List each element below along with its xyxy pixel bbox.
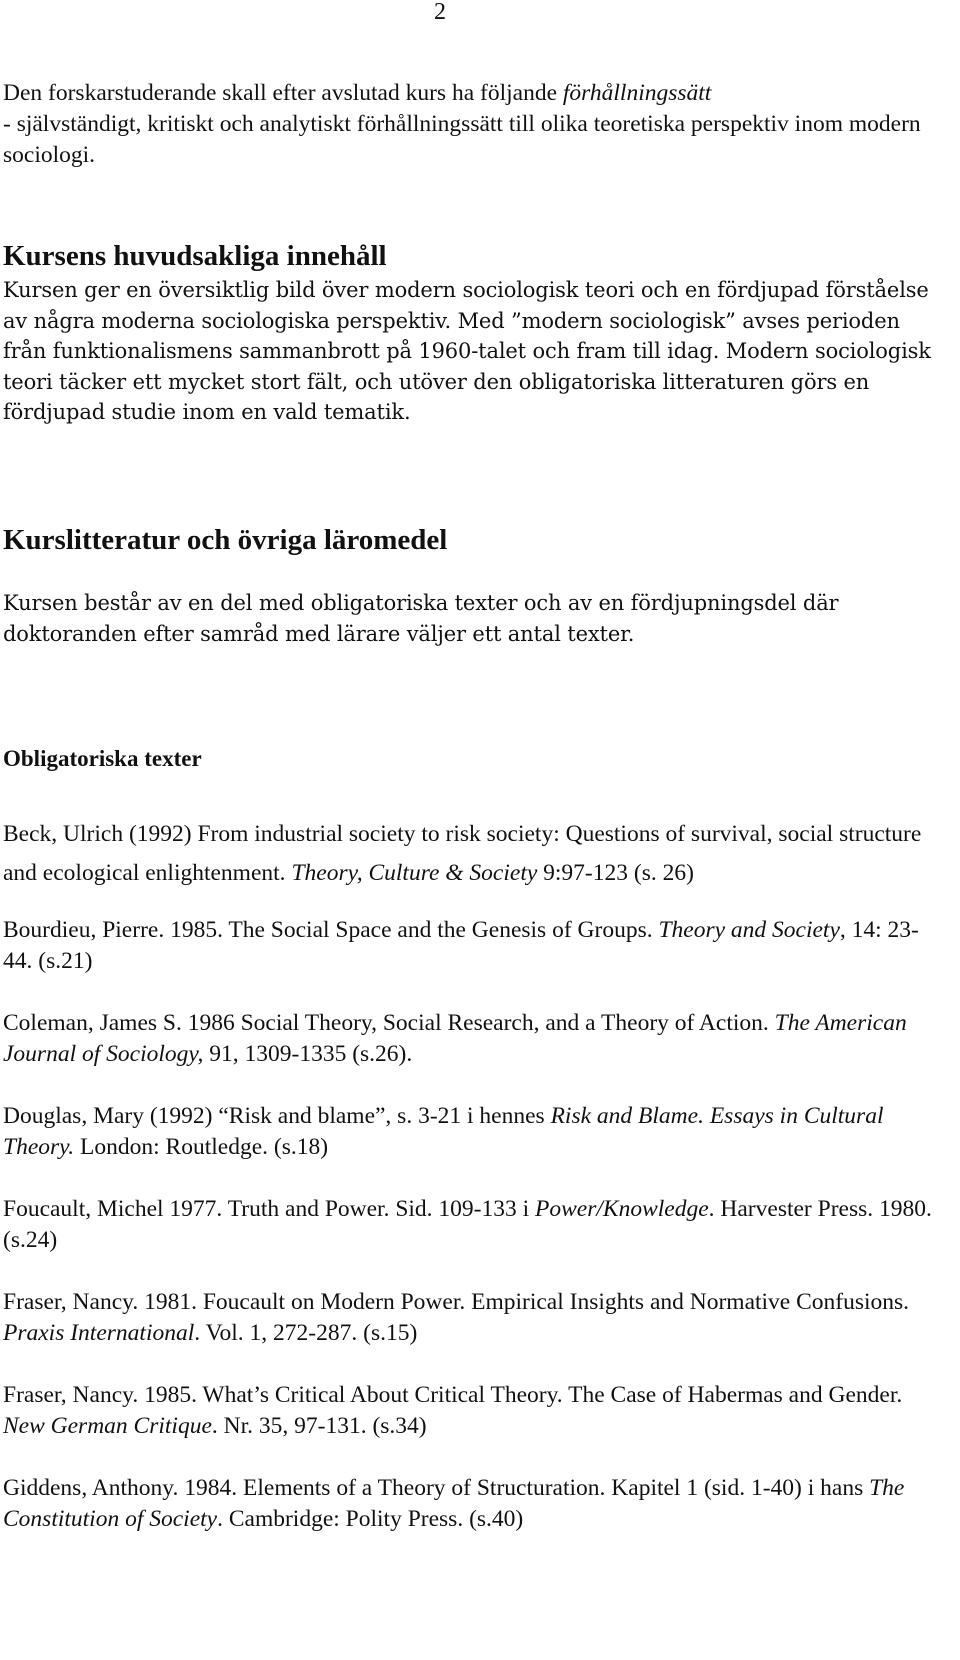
reference-text: , 14: 23-44. (s.21): [3, 917, 919, 974]
reference-title: Praxis International: [3, 1320, 195, 1346]
reference-item: [3, 1287, 933, 1349]
intro-rest: - självständigt, kritiskt och analytiskt förhållningssätt till olika teoretiska perspektiv inom modern sociologi.: [3, 111, 921, 168]
reference-item: [3, 815, 933, 893]
reference-text: London: Routledge. (s.18): [74, 1134, 329, 1160]
reference-title: Theory and Society: [658, 917, 840, 943]
obligatory-texts-heading: Obligatoriska texter: [3, 746, 202, 771]
reference-text: . Cambridge: Polity Press. (s.40): [217, 1506, 524, 1532]
reference-title: Theory, Culture & Society: [291, 860, 538, 886]
reference-text: 9:97-123 (s. 26): [537, 860, 694, 886]
reference-text: . Harvester Press. 1980. (s.24): [3, 1196, 932, 1253]
reference-title: Risk and Blame. Essays in Cultural Theory.: [3, 1103, 884, 1160]
reference-text: Foucault, Michel 1977. Truth and Power. Sid. 109-133 i: [3, 1196, 536, 1222]
reference-title: The American Journal of Sociology,: [3, 1010, 907, 1067]
section-body-content: Kursen ger en översiktlig bild över modern sociologisk teori och en fördjupad förståelse av några moderna sociologiska perspektiv. Med ”modern sociologisk” avses perioden från funktionalismens sammanbrott på 1960-talet och fram till idag. Modern sociologisk teori täcker ett mycket stort fält, och utöver den obligatoriska litteraturen görs en fördjupad studie inom en vald tematik.: [3, 278, 931, 424]
reference-title: Power/Knowledge: [535, 1196, 709, 1222]
intro-text: Den forskarstuderande skall efter avslutad kurs ha följande: [3, 80, 563, 106]
reference-text: Beck, Ulrich (1992) From industrial society to risk society: Questions of survival, social structure and ecological enlightenment.: [3, 821, 922, 886]
reference-list: [3, 815, 933, 1566]
section-heading-content: Kursens huvudsakliga innehåll: [3, 240, 387, 272]
reference-item: [3, 1194, 933, 1256]
reference-text: 91, 1309-1335 (s.26).: [203, 1041, 413, 1067]
section-literature: [3, 522, 933, 649]
intro-paragraph: [3, 78, 933, 171]
reference-title: The Constitution of Society: [3, 1475, 905, 1532]
reference-text: Fraser, Nancy. 1985. What’s Critical About Critical Theory. The Case of Habermas and Gender.: [3, 1382, 903, 1408]
section-body-literature: Kursen består av en del med obligatoriska texter och av en fördjupningsdel där doktoranden efter samråd med lärare väljer ett antal texter.: [3, 591, 839, 646]
reference-item: [3, 915, 933, 977]
reference-text: Giddens, Anthony. 1984. Elements of a Theory of Structuration. Kapitel 1 (sid. 1-40) i hans: [3, 1475, 870, 1501]
reference-text: Bourdieu, Pierre. 1985. The Social Space and the Genesis of Groups.: [3, 917, 659, 943]
reference-title: New German Critique: [3, 1413, 212, 1439]
reference-text: . Vol. 1, 272-287. (s.15): [194, 1320, 418, 1346]
reference-text: . Nr. 35, 97-131. (s.34): [211, 1413, 427, 1439]
reference-text: Douglas, Mary (1992) “Risk and blame”, s. 3-21 i hennes: [3, 1103, 551, 1129]
reference-item: [3, 1101, 933, 1163]
section-course-content: [3, 238, 933, 428]
reference-text: Coleman, James S. 1986 Social Theory, Social Research, and a Theory of Action.: [3, 1010, 775, 1036]
section-heading-literature: Kurslitteratur och övriga läromedel: [3, 524, 448, 556]
reference-text: Fraser, Nancy. 1981. Foucault on Modern Power. Empirical Insights and Normative Confusions.: [3, 1289, 910, 1315]
reference-item: [3, 1380, 933, 1442]
reference-item: [3, 1473, 933, 1535]
intro-emphasis: förhållningssätt: [562, 80, 712, 106]
page-number: 2: [434, 0, 446, 25]
reference-item: [3, 1008, 933, 1070]
